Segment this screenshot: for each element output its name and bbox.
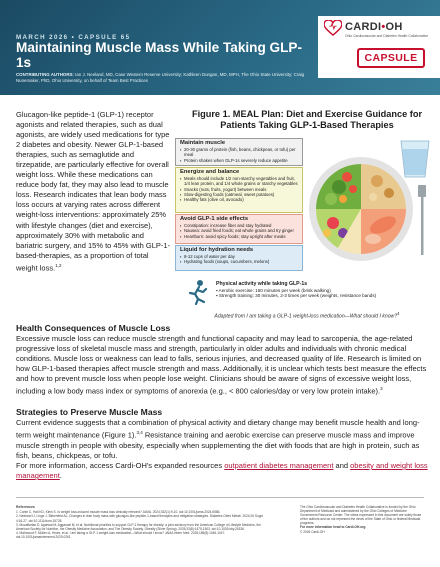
paragraph-text: Excessive muscle loss can reduce muscle strength and functional capacity and may lead to sarcopenia, the age-related progressive loss of skeletal muscle mass and strength, particularly in older adults and individuals with chronic medical conditions. Muscle loss or weakness can lead to falls, serious injuries, and decreased quality of life. Research is limited on how GLP-1-based therapies affect muscle strength and mass. Additionally, it is unclear which tests best measure the effects and how to prevent muscle loss when people lose weight. Clinicians should be aware of signs of excessive weight loss, including a low body mass index or symptoms of anorexia (e.g., < 800 calories/day or very low protein intake). [16, 334, 427, 396]
reference-item: 4. Mahmoud F, Mullen A, Hines, et al. I am taking a GLP-1 weight-loss medication—What should I know? JAMA Intern Med. 2025;185(8):1046-1047. doi:10.1001/jamainternmed.2025.0261. [16, 531, 226, 540]
logo-subtitle: Ohio Cardiovascular and Diabetes Health Collaborative [345, 34, 429, 38]
panel-item: ▪ Constipation: increase fiber and stay hydrated [180, 223, 298, 228]
caption-text: Adapted from I am taking a GLP-1 weight-loss medication—What should I know? [214, 313, 398, 320]
panel-head-letter: M [180, 140, 185, 146]
water-glass-icon [401, 141, 429, 177]
more-info-link[interactable]: For more information head to Cardi-OH.org. [300, 525, 367, 530]
reference-item: 1. Conte C, Hall KD, Klein S. Is weight loss-induced muscle mass loss clinically relevant? JAMA. 2024;332(1):9-10. doi:10.1001/jama.2024.6586. [16, 510, 221, 515]
panel-head-rest: nergize and balance [183, 169, 240, 175]
running-figure-icon [185, 279, 211, 305]
strategies-paragraph [16, 418, 431, 461]
intro-paragraph [16, 110, 171, 273]
activity-heading: Physical activity while taking GLP-1s [216, 281, 308, 287]
panel-head-letter: A [180, 216, 184, 222]
panel-item: ▪ Healthy fats (olive oil, avocado) [180, 197, 298, 202]
panel-item: ▪ Protein shakes when GLP-1s severely reduce appetite [180, 158, 298, 163]
section-heading-health-consequences: Health Consequences of Muscle Loss [16, 323, 171, 333]
panel-head-rest: iquid for hydration needs [183, 247, 254, 253]
panel-head-letter: L [180, 247, 184, 253]
intro-citation: 1,2 [55, 262, 62, 268]
citation: 3 [380, 386, 383, 392]
more-prefix: For more information, access Cardi-OH's expanded resources [16, 461, 225, 470]
footer-divider [16, 497, 424, 498]
activity-item: ▪ Aerobic exercise: 150 minutes per week (brisk walking) [216, 287, 331, 293]
citation: 3,4 [136, 430, 143, 436]
panel-item: ▪ Meals should include 1/2 non-starchy vegetables and fruit, 1/4 lean protein, and 1/4 whole grains or starchy vegetables [180, 176, 298, 186]
activity-item-text: Aerobic exercise: 150 minutes per week (brisk walking) [218, 287, 331, 293]
logo-main: CARDI [345, 21, 382, 33]
panel-heading [180, 170, 298, 175]
capsule-badge: CAPSULE [357, 48, 425, 68]
panel-item: ▪ Hydrating foods (soups, cucumbers, melons) [180, 259, 298, 264]
reference-item: 2. Neeland IJ, Linge J, Birkenfeld AL. Changes in lean body mass with glucagon-like peptide-1-based therapies and mitigation strategies. Diabetes Obes Metab. 2024;26 Suppl 4:16-27. doi:10.1111/dom.15728. [16, 514, 264, 523]
reference-item: 3. Mozaffarian D, Agarwal M, Aggarwal M, et al. Nutritional priorities to support GLP-1 therapy for obesity: a joint advisory from the American College of Lifestyle Medicine, the American Society for Nutrition, the Obesity Medicine Association, and The Obesity Society. Obesity (Silver Spring). 2025;33(8):1475-1503. doi:10.1002/oby.24336. [16, 522, 261, 532]
more-information-paragraph [16, 461, 431, 481]
figure-caption [176, 311, 438, 320]
activity-item-text: Strength training: 30 minutes, 2-3 times per week (weights, resistance bands) [218, 293, 377, 299]
paragraph-text-continued: Resistance training and aerobic exercise can preserve muscle mass and improve muscle strength in people with obesity, especially when supplementing the diet with foods that are high in protein, such as fish, beans, chickpeas, or tofu. [16, 430, 420, 460]
activity-item: ▪ Strength training: 30 minutes, 2-3 times per week (weights, resistance bands) [216, 293, 377, 299]
section-heading-strategies: Strategies to Preserve Muscle Mass [16, 407, 163, 417]
references-list [16, 505, 271, 540]
cardi-oh-logo [345, 21, 403, 33]
figure-title: Figure 1. MEAL Plan: Diet and Exercise Guidance for Patients Taking GLP-1-Based Therapies [191, 109, 423, 130]
logo-dot: • [381, 21, 386, 33]
heart-logo-icon [324, 20, 342, 36]
caption-citation: 4 [397, 311, 400, 316]
copyright: © 2026 Cardi-OH [300, 529, 325, 534]
panel-item: ▪ 20-30 grams of protein (fish, beans, chickpeas, or tofu) per meal [180, 147, 298, 157]
more-suffix: . [59, 471, 62, 481]
more-mid: and [333, 461, 351, 470]
physical-activity-block [216, 282, 431, 299]
page-title: Maintaining Muscle Mass While Taking GLP-1s [16, 40, 303, 70]
panel-head-rest: aintain muscle [184, 140, 226, 146]
panel-item: ▪ Nausea: avoid fried foods; eat whole grains and try ginger [180, 228, 298, 233]
panel-item: ▪ Heartburn: avoid spicy foods; stay upright after meals [180, 234, 298, 239]
panel-head-rest: void GLP-1 side effects [183, 216, 249, 222]
contributing-authors [16, 72, 316, 83]
panel-heading [180, 217, 298, 222]
healthy-plate-illustration [303, 137, 438, 272]
panel-avoid-side-effects [175, 214, 303, 244]
funding-statement [300, 505, 424, 534]
logo-end: OH [385, 21, 403, 33]
panel-item: ▪ Snacks (nuts, fruits, yogurt) between meals [180, 187, 298, 192]
funding-text: The Ohio Cardiovascular and Diabetes Health Collaborative is funded by the Ohio Department of Medicaid and administered by the Ohio Colleges of Medicine Government Resource Center. The views expressed in this document are solely those of the authors and do not represent the views of the State of Ohio or federal Medicaid programs. [300, 505, 422, 526]
panel-energize-balance [175, 167, 303, 213]
panel-heading [180, 248, 298, 253]
intro-text: Glucagon-like peptide-1 (GLP-1) receptor agonists and related therapies, such as dual agonists, are widely used medications for type 2 diabetes and obesity. Newer GLP-1-based therapies, such as semaglutide and tirzepatide, are particularly effective for overall weight loss. While these medications can reduce body fat, they may also lead to muscle loss. Research indicates that lean body mass loss occurs at varying rates across different weight-loss interventions: approximately 25% with lifestyle changes (diet and exercise), approximately 30% with metabolic and bariatric surgery, and 15% to 45% with GLP-1-based-therapies, as a proportion of total weight loss. [16, 110, 171, 273]
references-heading: References [16, 505, 35, 509]
authors-label: CONTRIBUTING AUTHORS: [16, 72, 74, 77]
outpatient-diabetes-link[interactable]: outpatient diabetes management [224, 461, 334, 470]
obesity-weight-loss-link[interactable]: obesity and weight loss management [16, 461, 428, 481]
fork-icon [421, 195, 424, 255]
panel-heading [180, 141, 298, 146]
grains-section [361, 164, 406, 209]
health-consequences-paragraph [16, 334, 431, 397]
panel-liquid-hydration [175, 245, 303, 271]
authors-text: Ian J. Neeland, MD, Case Western Reserve University; Kathleen Dungan, MD, MPH, The Ohio State University; Craig Nunemaker, PhD, Ohio University, on behalf of Team Best Practices [16, 72, 305, 83]
panel-maintain-muscle [175, 138, 303, 166]
paragraph-text: Current evidence suggests that a combination of physical activity and dietary change may benefit muscle health and long-term weight maintenance (Figure 1). [16, 418, 420, 440]
panel-item: ▪ 8-12 cups of water per day [180, 254, 298, 259]
panel-item: ▪ Slow-digesting foods (oatmeal, sweet potatoes) [180, 192, 298, 197]
panel-head-letter: E [180, 169, 184, 175]
issue-kicker: MARCH 2026 • CAPSULE 65 [16, 34, 131, 41]
